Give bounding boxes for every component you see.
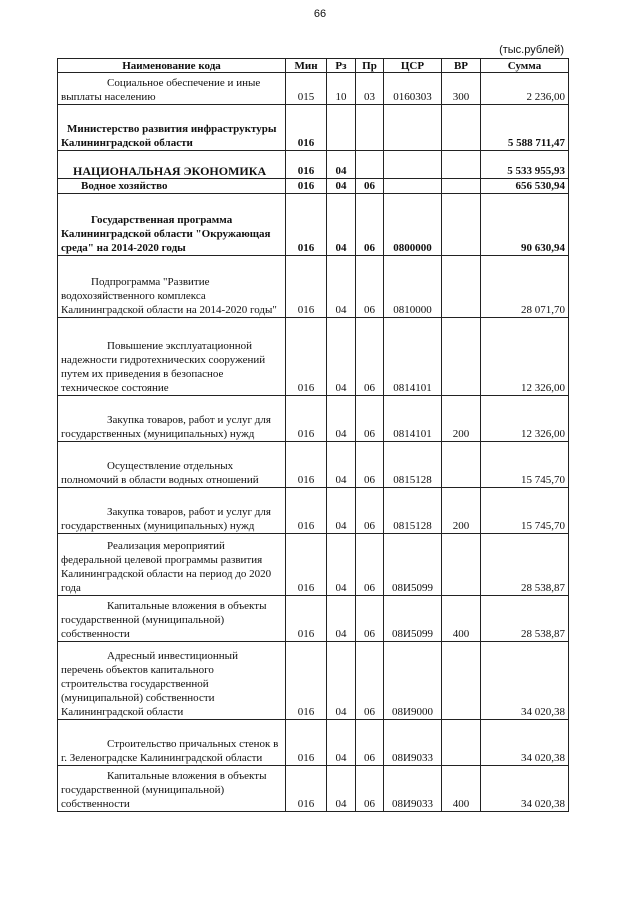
row-name: Строительство причальных стенок в г. Зеленоградске Калининградской области: [58, 720, 286, 766]
table-row: [58, 194, 569, 256]
row-sum: 34 020,38: [481, 720, 569, 766]
row-vr: 200: [442, 488, 481, 534]
row-pr: 06: [356, 442, 384, 488]
row-name: НАЦИОНАЛЬНАЯ ЭКОНОМИКА: [58, 151, 286, 179]
row-pr: 06: [356, 596, 384, 642]
row-name: Государственная программа Калининградской области "Окружающая среда" на 2014-2020 годы: [58, 194, 286, 256]
table-row: [58, 766, 569, 812]
row-sum: 34 020,38: [481, 766, 569, 812]
header-name: Наименование кода: [58, 59, 286, 73]
row-sum: 12 326,00: [481, 318, 569, 396]
row-rz: 04: [327, 442, 356, 488]
row-vr: 300: [442, 73, 481, 105]
row-sum: 28 538,87: [481, 534, 569, 596]
row-pr: 03: [356, 73, 384, 105]
header-min: Мин: [286, 59, 327, 73]
row-sum: 90 630,94: [481, 194, 569, 256]
row-pr: 06: [356, 194, 384, 256]
row-pr: 06: [356, 766, 384, 812]
row-vr: [442, 151, 481, 179]
row-rz: 04: [327, 766, 356, 812]
units-label: (тыс.рублей): [499, 44, 564, 56]
row-vr: [442, 179, 481, 194]
row-csr: 08И5099: [384, 596, 442, 642]
table-row: [58, 488, 569, 534]
row-vr: [442, 442, 481, 488]
row-name: Социальное обеспечение и иные выплаты населению: [58, 73, 286, 105]
table-row: [58, 442, 569, 488]
row-min: 016: [286, 766, 327, 812]
row-name: Закупка товаров, работ и услуг для государственных (муниципальных) нужд: [58, 396, 286, 442]
row-min: 016: [286, 720, 327, 766]
table-row: [58, 151, 569, 179]
row-sum: 28 071,70: [481, 256, 569, 318]
row-rz: 04: [327, 151, 356, 179]
row-csr: 08И5099: [384, 534, 442, 596]
row-sum: 5 533 955,93: [481, 151, 569, 179]
row-csr: [384, 151, 442, 179]
row-vr: [442, 534, 481, 596]
row-sum: 656 530,94: [481, 179, 569, 194]
row-rz: 10: [327, 73, 356, 105]
row-csr: 0815128: [384, 442, 442, 488]
row-sum: 34 020,38: [481, 642, 569, 720]
row-name: Осуществление отдельных полномочий в области водных отношений: [58, 442, 286, 488]
row-vr: [442, 720, 481, 766]
row-csr: 08И9033: [384, 766, 442, 812]
row-vr: [442, 642, 481, 720]
header-pr: Пр: [356, 59, 384, 73]
row-rz: 04: [327, 179, 356, 194]
row-rz: 04: [327, 488, 356, 534]
row-pr: [356, 151, 384, 179]
row-csr: 0814101: [384, 318, 442, 396]
row-vr: 400: [442, 596, 481, 642]
row-min: 016: [286, 318, 327, 396]
row-csr: 0800000: [384, 194, 442, 256]
row-name: Капитальные вложения в объекты государственной (муниципальной) собственности: [58, 766, 286, 812]
row-vr: [442, 105, 481, 151]
row-min: 016: [286, 151, 327, 179]
row-sum: 15 745,70: [481, 488, 569, 534]
row-name: Водное хозяйство: [58, 179, 286, 194]
row-csr: [384, 179, 442, 194]
table-row: [58, 396, 569, 442]
header-csr: ЦСР: [384, 59, 442, 73]
row-pr: [356, 105, 384, 151]
row-min: 016: [286, 396, 327, 442]
row-min: 016: [286, 642, 327, 720]
table-row: [58, 256, 569, 318]
row-rz: 04: [327, 596, 356, 642]
row-rz: 04: [327, 318, 356, 396]
row-csr: 0814101: [384, 396, 442, 442]
table-row: [58, 596, 569, 642]
row-min: 016: [286, 179, 327, 194]
row-pr: 06: [356, 488, 384, 534]
row-pr: 06: [356, 318, 384, 396]
row-pr: 06: [356, 720, 384, 766]
row-name: Адресный инвестиционный перечень объектов капитального строительства государственной (муниципальной) собственности Калининградской области: [58, 642, 286, 720]
row-pr: 06: [356, 396, 384, 442]
row-vr: 400: [442, 766, 481, 812]
table-row: [58, 179, 569, 194]
row-vr: [442, 194, 481, 256]
row-name: Министерство развития инфраструктуры Калининградской области: [58, 105, 286, 151]
row-csr: [384, 105, 442, 151]
table-row: [58, 73, 569, 105]
table-row: [58, 534, 569, 596]
row-pr: 06: [356, 179, 384, 194]
row-sum: 5 588 711,47: [481, 105, 569, 151]
row-min: 016: [286, 442, 327, 488]
row-name: Повышение эксплуатационной надежности гидротехнических сооружений путем их приведения в безопасное техническое состояние: [58, 318, 286, 396]
row-csr: 0810000: [384, 256, 442, 318]
row-min: 016: [286, 534, 327, 596]
header-vr: ВР: [442, 59, 481, 73]
table-row: [58, 642, 569, 720]
table-header-row: [58, 59, 569, 73]
budget-table: [57, 58, 569, 812]
row-sum: 28 538,87: [481, 596, 569, 642]
row-name: Реализация мероприятий федеральной целевой программы развития Калининградской области на период до 2020 года: [58, 534, 286, 596]
row-rz: 04: [327, 256, 356, 318]
row-min: 016: [286, 256, 327, 318]
row-vr: 200: [442, 396, 481, 442]
row-csr: 0160303: [384, 73, 442, 105]
row-rz: 04: [327, 720, 356, 766]
header-rz: Рз: [327, 59, 356, 73]
row-pr: 06: [356, 256, 384, 318]
row-sum: 2 236,00: [481, 73, 569, 105]
row-rz: 04: [327, 396, 356, 442]
row-name: Подпрограмма "Развитие водохозяйственного комплекса Калининградской области на 2014-2020 годы": [58, 256, 286, 318]
row-min: 016: [286, 488, 327, 534]
header-sum: Сумма: [481, 59, 569, 73]
row-sum: 12 326,00: [481, 396, 569, 442]
row-pr: 06: [356, 642, 384, 720]
table-row: [58, 105, 569, 151]
row-rz: 04: [327, 534, 356, 596]
row-csr: 08И9000: [384, 642, 442, 720]
table-row: [58, 318, 569, 396]
row-rz: [327, 105, 356, 151]
row-vr: [442, 256, 481, 318]
row-name: Закупка товаров, работ и услуг для государственных (муниципальных) нужд: [58, 488, 286, 534]
page-number: 66: [313, 8, 327, 20]
row-rz: 04: [327, 642, 356, 720]
row-vr: [442, 318, 481, 396]
row-min: 016: [286, 194, 327, 256]
row-pr: 06: [356, 534, 384, 596]
row-sum: 15 745,70: [481, 442, 569, 488]
row-csr: 0815128: [384, 488, 442, 534]
row-min: 016: [286, 105, 327, 151]
table-row: [58, 720, 569, 766]
row-name: Капитальные вложения в объекты государственной (муниципальной) собственности: [58, 596, 286, 642]
row-min: 015: [286, 73, 327, 105]
row-rz: 04: [327, 194, 356, 256]
row-min: 016: [286, 596, 327, 642]
row-csr: 08И9033: [384, 720, 442, 766]
